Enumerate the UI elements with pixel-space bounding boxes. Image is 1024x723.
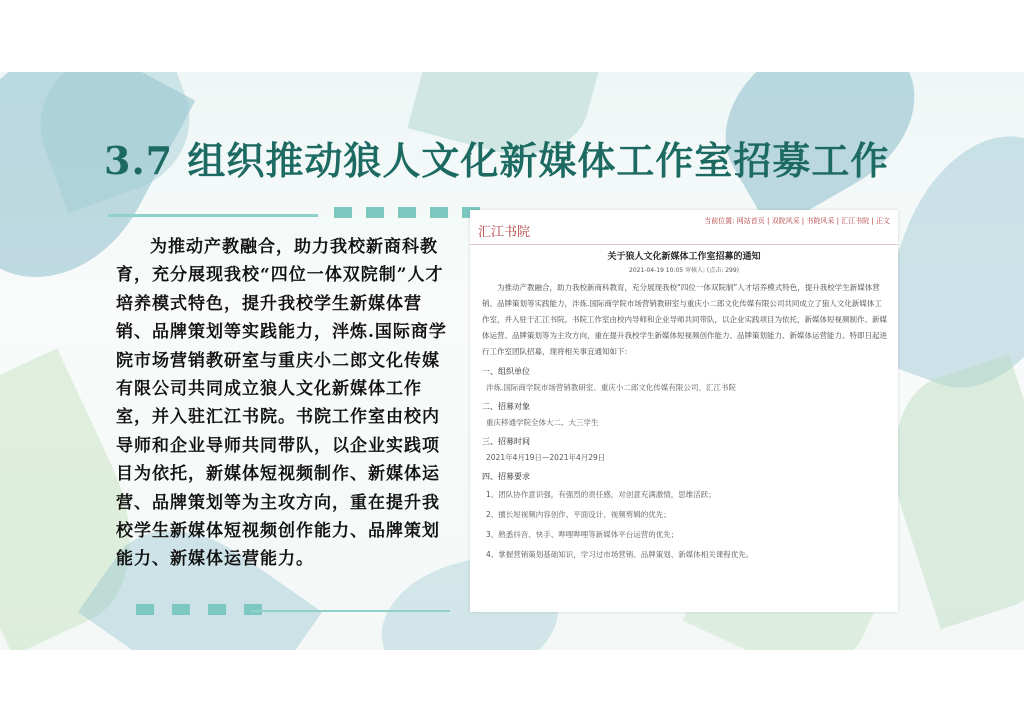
section-heading: 四、招募要求 [482, 472, 530, 481]
list-item: 2、擅长短视频内容创作、平面设计、视频剪辑的优先； [486, 510, 671, 519]
site-logo: 汇江书院 [478, 225, 531, 240]
accent-square [366, 207, 384, 218]
section-heading: 一、组织单位 [482, 367, 530, 376]
accent-line [108, 214, 318, 217]
accent-square [430, 207, 448, 218]
section-text: 2021年4月19日—2021年4月29日 [486, 453, 606, 462]
accent-squares-bottom [136, 604, 262, 615]
breadcrumb: 当前位置: 网站首页 | 双院风采 | 书院风采 | 汇江书院 | 正文 [704, 217, 890, 225]
section-heading: 二、招募对象 [482, 402, 530, 411]
accent-square [136, 604, 154, 615]
accent-square [334, 207, 352, 218]
notice-body [470, 274, 898, 565]
section-text: 重庆移通学院全体大二、大三学生 [486, 418, 599, 427]
section-heading: 三、招募时间 [482, 437, 530, 446]
body-paragraph: 为推动产教融合，助力我校新商科教育，充分展现我校“四位一体双院制”人才培养模式特色，提升我校学生新媒体营销、品牌策划等实践能力，泮炼.国际商学院市场营销教研室与重庆小二郎文化传媒有限公司共同成立狼人文化新媒体工作室，并入驻汇江书院。书院工作室由校内导师和企业导师共同带队，以企业实践项目为依托，新媒体短视频制作、新媒体运营、品牌策划等为主攻方向，重在提升我校学生新媒体短视频创作能力、品牌策划能力、新媒体运营能力。 [116, 237, 447, 570]
accent-square [208, 604, 226, 615]
notice-title: 关于狼人文化新媒体工作室招募的通知 [607, 252, 761, 262]
notice-meta: 2021-04-19 10:05 审核人: (点击: 299) [629, 267, 739, 274]
notice-screenshot [470, 210, 898, 612]
requirements-list [486, 485, 888, 565]
slide-title: 3.7 组织推动狼人文化新媒体工作室招募工作 [104, 138, 890, 183]
section-text: 泮炼.国际商学院市场营销教研室、重庆小二郎文化传媒有限公司、汇江书院 [486, 383, 736, 392]
accent-square [172, 604, 190, 615]
notice-intro: 为推动产教融合，助力我校新商科教育，充分展现我校“四位一体双院制”人才培养模式特色，提升我校学生新媒体营销、品牌策划等实践能力，泮炼.国际商学院市场营销教研室与重庆小二郎文化传媒有限公司共同成立了狼人文化新媒体工作室，并入驻于汇江书院。书院工作室由校内导师和企业导师共同带队，以企业实践项目为依托，新媒体短视频制作、新媒体运营、品牌策划等为主攻方向，重在提升我校学生新媒体短视频创作能力、品牌策划能力、新媒体运营能力。特即日起进行工作室团队招募，现将相关事宜通知如下： [482, 283, 887, 356]
list-item: 3、熟悉抖音、快手、哔哩哔哩等新媒体平台运营的优先； [486, 530, 679, 539]
list-item: 4、掌握营销策划基础知识，学习过市场营销、品牌策划、新媒体相关课程优先。 [486, 550, 754, 559]
accent-squares [334, 207, 480, 218]
list-item: 1、团队协作意识强，有强烈的责任感，对创意充满激情，思维活跃； [486, 490, 716, 499]
accent-line-bottom [250, 610, 450, 612]
accent-square [398, 207, 416, 218]
doc-header [470, 210, 898, 245]
